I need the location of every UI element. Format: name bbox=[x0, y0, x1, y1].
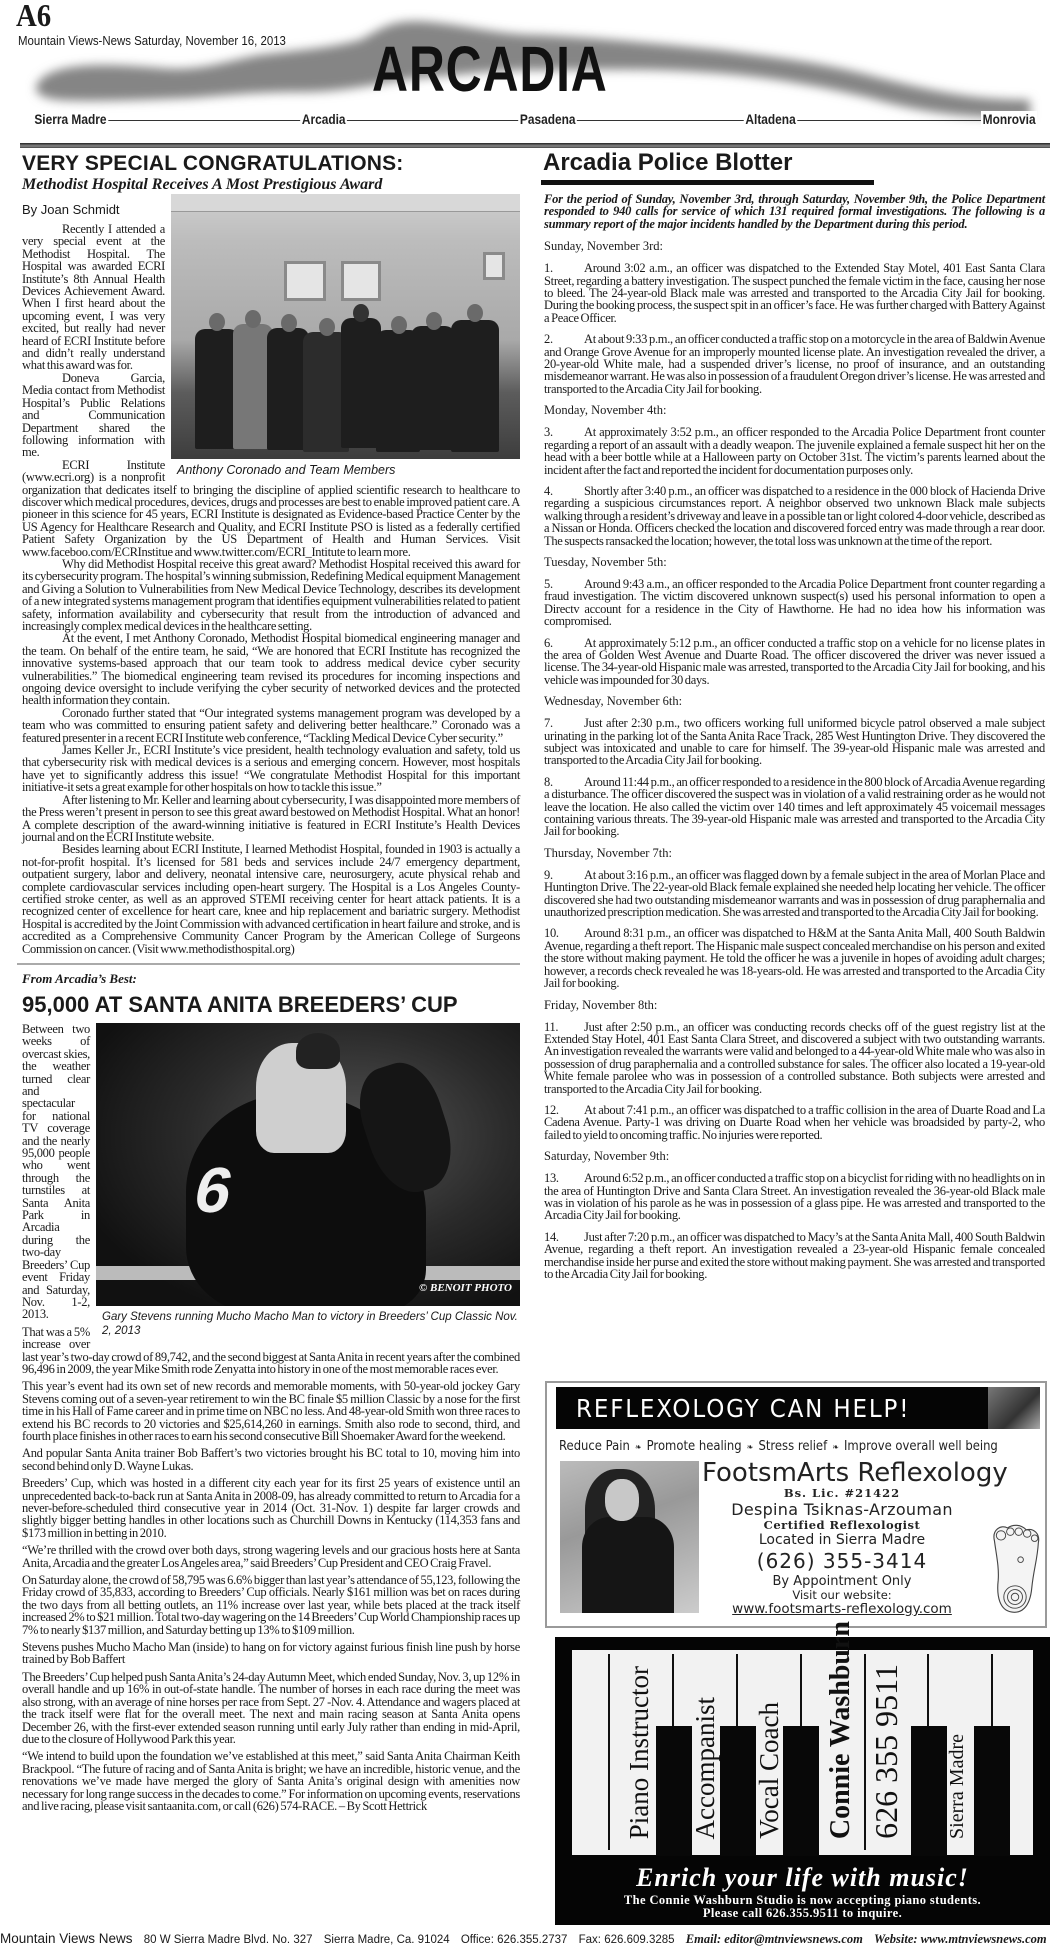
credential: Certified Reflexologist bbox=[763, 1518, 921, 1532]
page-footer bbox=[0, 1931, 1056, 1947]
separator-icon: ❧ bbox=[832, 1443, 839, 1453]
paragraph: That was a 5% increase over last year’s two-day crowd of 89,742, and the second biggest at Santa Anita in recent years after the combined 96,496 in 2009, the year Mike Smith rode Zenyatta into history in one of the most memorable races ever. bbox=[22, 1324, 520, 1376]
section-title: ARCADIA bbox=[372, 33, 608, 105]
dateline: Mountain Views-News Saturday, November 16, 2013 bbox=[18, 33, 286, 48]
section-divider bbox=[17, 963, 520, 965]
business-name: FootsmArts Reflexology bbox=[702, 1458, 1008, 1488]
incident-number: 3. bbox=[544, 425, 553, 440]
appointment-note: By Appointment Only bbox=[772, 1574, 912, 1589]
incident-text: Around 8:31 p.m., an officer was dispatched to H&M at the Santa Anita Mall, 400 South Baldwin Avenue, regarding a theft report. The Hispanic male suspect concealed merchandise on his person and exited the store without making payment. He told the officer he was a juvenile in hopes of avoiding adult charges; however, a records check revealed he was 18-years-old. He was arrested and transported to the Arcadia City Jail for booking. bbox=[544, 926, 1045, 991]
separator-icon: ❧ bbox=[634, 1443, 642, 1453]
incident-text: Around 3:02 a.m., an officer was dispatched to the Extended Stay Motel, 401 East Santa Clara Street, regarding a battery investigation. The suspect punched the female victim in the face, causing her nose to bleed. The 24-year-old Black male was arrested and transported to the Arcadia City Jail for booking. During the booking process, the suspect spit in an officer’s face. He was further charged with Battery Against a Peace Officer. bbox=[544, 261, 1045, 325]
incident-item bbox=[544, 262, 1045, 324]
masthead-rule bbox=[20, 143, 1050, 148]
key-text-name: Connie Washburn bbox=[825, 1620, 856, 1839]
blotter-days bbox=[544, 240, 1045, 1280]
ad-info bbox=[555, 1894, 1050, 1920]
left-column bbox=[22, 152, 520, 1817]
ad-banner-text: REFLEXOLOGY CAN HELP! bbox=[576, 1394, 911, 1423]
paragraph: Coronado further stated that “Our integrated systems management program was developed by a team who was committed to ensuring patient safety and delivering better healthcare.” Coronado was a featured presenter in a recent ECRI Institute web conference, “Tackling Medical Device Cyber security.” bbox=[22, 705, 520, 745]
footer-paper-name: Mountain Views News bbox=[0, 1931, 133, 1946]
paragraph: After listening to Mr. Keller and learning about cybersecurity, I was disappointed more members of the Press weren’t present in person to see this great award bestowed on Methodist Hospital. What an honor! A complete description of the award-winning initiative is featured in ECRI Institute’s Health Devices journal and on the ECRI Institute website. bbox=[22, 792, 520, 844]
blotter-title: Arcadia Police Blotter bbox=[543, 149, 793, 176]
city-altadena: Altadena bbox=[745, 111, 796, 127]
incident-number: 9. bbox=[544, 867, 553, 882]
incident-number: 11. bbox=[544, 1019, 559, 1034]
benefit: Reduce Pain bbox=[559, 1438, 630, 1454]
paragraph: James Keller Jr., ECRI Institute’s vice president, health technology evaluation and safety, told us that cybersecurity risk with medical devices is a serious and emerging concern. However, most hospitals have yet to significantly address this issue! “We congratulate Methodist Hospital for this important initiative-it sets a great example for other hospitals on how to tackle this issue.” bbox=[22, 743, 520, 795]
paragraph: On Saturday alone, the crowd of 58,795 was 6.6% bigger than last year’s attendance of 55,123, following the Friday crowd of 35,833, according to Breeders’ Cup officials. Nearly $161 million was bet on races during the two days from all betting outlets, an 11% increase over last year, while bets placed at the track itself increased 2% to $21 million. Total two-day wagering on the 14 Breeders’ Cup World Championship races up 7% to nearly $137 million, and Saturday betting up 13% to $109 million. bbox=[22, 1573, 520, 1637]
incident-number: 2. bbox=[544, 332, 553, 347]
location: Located in Sierra Madre bbox=[758, 1532, 926, 1548]
paragraph: Besides learning about ECRI Institute, I learned Methodist Hospital, founded in 1903 is actually a not-for-profit hospital. It’s licensed for 581 beds and services include 24/7 emergency department, outpatient surgery, labor and delivery, neonatal intensive care, neurosurgery, acute physical rehab and complete cardiovascular services including open-heart surgery. The Hospital is a Los Angeles County-certified stroke center, as well as an approved STEMI receiving center for heart attack patients. It is a recognized center of excellence for heart care, knee and hip replacement and bariatric surgery. Methodist Hospital is accredited by the Joint Commission with advanced certification in heart failure and stroke, and is accredited as a Comprehensive Community Cancer Program by the American College of Surgeons Commission on cancer. (Visit www.methodisthospital.org) bbox=[22, 842, 520, 956]
paragraph: Doneva Garcia, Media contact from Methodist Hospital’s Public Relations and Communication Department shared the following information with me. bbox=[22, 370, 165, 460]
incident-item bbox=[544, 578, 1045, 628]
ad-banner bbox=[556, 1387, 1040, 1429]
incident-text: At about 7:41 p.m., an officer was dispatched to a traffic collision in the area of Duarte Road and La Cadena Avenue. Party-1 was driving on Duarte Road when her vehicle was broadsided by party-2, who failed to yield to oncoming traffic. No injuries were reported. bbox=[544, 1102, 1045, 1142]
photo-caption: Anthony Coronado and Team Members bbox=[177, 463, 396, 477]
incident-item bbox=[544, 426, 1045, 476]
key-text-vocal-coach: Vocal Coach bbox=[754, 1702, 784, 1839]
incident-text: Just after 7:20 p.m., an officer was dispatched to Macy’s at the Santa Anita Mall, 400 South Baldwin Avenue, regarding a theft report. An investigation revealed a 23-year-old Hispanic female concealed merchandise inside her purse and exited the store without making payment. She was arrested and transported to the Arcadia City Jail for booking. bbox=[544, 1229, 1045, 1281]
day-heading: Sunday, November 3rd: bbox=[544, 239, 663, 254]
incident-text: Just after 2:30 p.m., two officers working full uniformed bicycle patrol observed a male subject urinating in the parking lot of the Santa Anita Race Track, 285 West Huntington Drive. They discovered the subject was intoxicated and unable to care for himself. The 39-year-old Hispanic male was arrested and transported to the Arcadia City Jail for booking. bbox=[544, 716, 1045, 768]
footer-fax: Fax: 626.609.3285 bbox=[578, 1934, 675, 1946]
day-heading: Tuesday, November 5th: bbox=[544, 554, 667, 569]
footer-email[interactable]: Email: editor@mtnviewsnews.com bbox=[685, 1932, 863, 1946]
paragraph: This year’s event had its own set of new records and memorable moments, with 50-year-old jockey Gary Stevens coming out of a seven-year retirement to win the BC finale $5 million Classic by a nose for the first time in his Hall of Fame career and in prime time on NBC no less. And 48-year-old Smith won three races to extend his BC records to 20 victories and $25,614,260 in earnings. Smith also rode to second, third, and fourth place finishes in other races to earn his second consecutive Bill Shoemaker Award for the weekend. bbox=[22, 1379, 520, 1443]
photo-caption: Gary Stevens running Mucho Macho Man to victory in Breeders’ Cup Classic Nov. 2, 2013 bbox=[102, 1310, 518, 1337]
incident-item bbox=[544, 1231, 1045, 1281]
incident-number: 8. bbox=[544, 774, 553, 789]
benefit: Promote healing bbox=[646, 1438, 742, 1454]
key-text-accompanist: Accompanist bbox=[690, 1696, 720, 1839]
day-heading: Thursday, November 7th: bbox=[544, 845, 672, 860]
kicker: From Arcadia’s Best: bbox=[22, 970, 137, 986]
key-text-phone: 626 355 9511 bbox=[868, 1664, 904, 1839]
incident-text: At about 3:16 p.m., an officer was flagged down by a female subject in the area of Morlan Place and Huntington Drive. The 22-year-old Black female explained she needed help locating her vehicle. The officer discovered she had two outstanding misdemeanor warrants and was in possession of drug paraphernalia and unauthorized prescription medication. She was arrested and transported to the Arcadia City Jail for booking. bbox=[544, 867, 1045, 920]
key-text-location: Sierra Madre bbox=[946, 1734, 968, 1839]
incident-number: 12. bbox=[544, 1102, 559, 1117]
benefit: Improve overall well being bbox=[843, 1438, 998, 1454]
photo-credit: © BENOIT PHOTO bbox=[419, 1281, 512, 1294]
day-heading: Wednesday, November 6th: bbox=[544, 694, 683, 709]
benefit: Stress relief bbox=[758, 1438, 828, 1454]
paragraph: Between two weeks of overcast skies, the weather turned clear and spectacular for national TV coverage and the nearly 95,000 people who went through the turnstiles at Santa Anita Park in Arcadia during the two-day Breeders’ Cup event Friday and Saturday, Nov. 1-2, 2013. bbox=[22, 1021, 90, 1322]
headline: 95,000 AT SANTA ANITA BREEDERS’ CUP bbox=[22, 991, 458, 1017]
incident-text: At approximately 5:12 p.m., an officer conducted a traffic stop on a vehicle for no license plates in the area of Golden West Avenue and Duarte Road. The officer discovered the driver was never issued a license. The 34-year-old Hispanic male was arrested, transported to the Arcadia City Jail for booking, and his vehicle was impounded for 30 days. bbox=[544, 635, 1045, 687]
practitioner-name: Despina Tsiknas-Arzouman bbox=[731, 1500, 953, 1519]
article-methodist-hospital bbox=[22, 152, 520, 955]
blotter-intro: For the period of Sunday, November 3rd, through Saturday, November 9th, the Police Department responded to 940 calls for service of which 131 required formal investigations. The following is a summary report of the major incidents handled by the Department during this period. bbox=[544, 192, 1045, 231]
incident-number: 5. bbox=[544, 576, 553, 591]
ad-tagline: Enrich your life with music! bbox=[636, 1863, 969, 1892]
paragraph: And popular Santa Anita trainer Bob Baffert’s two victories brought his BC total to 10, moving him into second behind only D. Wayne Lukas. bbox=[22, 1446, 520, 1473]
incident-item bbox=[544, 637, 1045, 687]
city-arcadia: Arcadia bbox=[301, 111, 346, 127]
separator-icon: ❧ bbox=[746, 1443, 754, 1453]
incident-item bbox=[544, 776, 1045, 838]
incident-text: Just after 2:50 p.m., an officer was conducting records checks off of the guest registry list at the Extended Stay Hotel, 401 East Santa Clara Street, and discovered a subject with two outstanding warrants. An investigation revealed the warrants were valid and belonged to a 44-year-old White male who was also in possession of drug paraphernalia and a controlled substance for sales. The officer also located a 19-year-old White female parolee who was in possession of a controlled substance. Both subjects were arrested and transported to the Arcadia City Jail for booking. bbox=[544, 1019, 1045, 1096]
footer-address: 80 W Sierra Madre Blvd. No. 327 bbox=[143, 1934, 313, 1946]
incident-number: 14. bbox=[544, 1229, 559, 1244]
incident-item bbox=[544, 1104, 1045, 1141]
city-monrovia: Monrovia bbox=[982, 111, 1036, 127]
footer-city: Sierra Madre, Ca. 91024 bbox=[323, 1934, 450, 1946]
masthead bbox=[0, 0, 1056, 142]
website-link[interactable]: www.footsmarts-reflexology.com bbox=[732, 1601, 952, 1617]
incident-item bbox=[544, 333, 1045, 395]
paragraph: Breeders’ Cup, which was hosted in a different city each year for its first 25 years of existence until an unprecedented back-to-back run at Santa Anita in 2008-09, has already committed to return to Arcadia for a never-before-scheduled third consecutive year in 2014 (Oct. 31-Nov. 1) despite far larger crowds and slightly bigger betting handles in other locations such as Churchill Downs in Kentucky (114,353 fans and $173 million in betting in 2010. bbox=[22, 1476, 520, 1540]
foot-icon bbox=[987, 1521, 1043, 1617]
city-pasadena: Pasadena bbox=[519, 111, 576, 127]
ad-info-line: The Connie Washburn Studio is now accepting piano students. bbox=[623, 1893, 982, 1907]
piano-lessons-ad[interactable] bbox=[555, 1620, 1050, 1925]
police-blotter bbox=[544, 150, 1045, 1289]
incident-text: At approximately 3:52 p.m., an officer responded to the Arcadia Police Department front counter regarding a report of an assault with a deadly weapon. The juvenile explained a female suspect hit her on the head with a beer bottle while at a Halloween party on October 31st. The victim’s parents learned about the incident after the fact and reported the incident for documentation purposes only. bbox=[544, 425, 1045, 477]
incident-number: 10. bbox=[544, 926, 559, 941]
paragraph: Stevens pushes Mucho Macho Man (inside) to hang on for victory against furious finish line push by horse trained by Bob Baffert bbox=[22, 1640, 520, 1667]
team-photo bbox=[171, 194, 520, 459]
title-underline bbox=[541, 180, 874, 185]
footer-office-phone: Office: 626.355.2737 bbox=[460, 1934, 568, 1946]
article-breeders-cup bbox=[22, 971, 520, 1812]
paragraph: “We’re thrilled with the crowd over both days, strong wagering levels and our gracious hosts here at Santa Anita, Arcadia and the greater Los Angeles area,” said Breeders’ Cup President and CEO Craig Fravel. bbox=[22, 1543, 520, 1570]
horse-race-photo: 6 © BENOIT PHOTO bbox=[96, 1023, 520, 1306]
incident-number: 4. bbox=[544, 483, 553, 498]
incident-number: 13. bbox=[544, 1171, 559, 1186]
ad-info-line: Please call 626.355.9511 to inquire. bbox=[702, 1906, 903, 1920]
incident-number: 7. bbox=[544, 716, 553, 731]
photo-figure bbox=[171, 194, 520, 477]
footer-website[interactable]: Website: www.mtnviewsnews.com bbox=[874, 1932, 1047, 1946]
day-heading: Monday, November 4th: bbox=[544, 403, 667, 418]
subheadline: Methodist Hospital Receives A Most Prestigious Award bbox=[22, 176, 383, 193]
byline: By Joan Schmidt bbox=[22, 202, 120, 217]
city-sierra-madre: Sierra Madre bbox=[34, 111, 107, 127]
day-heading: Saturday, November 9th: bbox=[544, 1149, 670, 1164]
ad-details bbox=[702, 1458, 1008, 1617]
key-text-piano-instructor: Piano Instructor bbox=[624, 1665, 654, 1839]
incident-item bbox=[544, 927, 1045, 989]
city-line bbox=[26, 111, 1046, 127]
headline: VERY SPECIAL CONGRATULATIONS: bbox=[22, 152, 404, 175]
incident-item bbox=[544, 717, 1045, 767]
paragraph: Why did Methodist Hospital receive this great award? Methodist Hospital received this award for its cybersecurity program. The hospital’s winning submission, Redefining Medical equipment Management and Giving a Solution to Vulnerabilities from New Medical Device Technology, describes its development of a new integrated systems management program that identifies equipment vulnerabilities related to patient safety, information availability and cybersecurity that result from the introduction of advanced and increasingly complex medical devices in the healthcare setting. bbox=[22, 556, 520, 633]
practitioner-photo bbox=[560, 1461, 699, 1613]
paragraph: Recently I attended a very special event at the Methodist Hospital. The Hospital was awarded ECRI Institute’s 8th Annual Health Devices Achievement Award. When I first heard about the upcoming event, I was very excited, but really had never heard of ECRI Institute before and didn’t really understand what this award was for. bbox=[22, 222, 165, 373]
incident-item bbox=[544, 1021, 1045, 1095]
incident-item bbox=[544, 869, 1045, 919]
benefits-list bbox=[559, 1438, 998, 1456]
paragraph: At the event, I met Anthony Coronado, Methodist Hospital biomedical engineering manager and the team. On behalf of the entire team, he said, “We are honored that ECRI Institute has recognized the innovative systems-based approach that our team took to address medical device cyber security vulnerabilities.” The biomedical engineering team revised its procedures for incoming inspections and ongoing device oversight to include verifying the cyber security of networked devices and the protected health information they contain. bbox=[22, 631, 520, 708]
incident-text: Around 6:52 p.m., an officer conducted a traffic stop on a bicyclist for riding with no headlights on in the area of Huntington Drive and Santa Clara Street. An investigation revealed the 36-year-old Black male was in violation of his parole as he was in possession of a glass pipe. He was arrested and transported to the Arcadia City Jail for booking. bbox=[544, 1171, 1045, 1223]
paragraph: The Breeders’ Cup helped push Santa Anita’s 24-day Autumn Meet, which ended Sunday, Nov. 3, up 12% in overall handle and up 16% in out-of-state handle. The number of horses in each race during the meet was also strong, with an average of nine horses per race from Sept. 27 -Nov. 4. Attendance and wagers placed at the track itself were flat for the overall meet. The next and main racing season at Santa Anita opens December 26, with the first-ever extended season running until early July rather than ending in mid-April, due to the closure of Hollywood Park this year. bbox=[22, 1669, 520, 1746]
photo-figure bbox=[96, 1023, 520, 1338]
visit-label: Visit our website: bbox=[792, 1588, 892, 1602]
license: Bs. Lic. #21422 bbox=[783, 1486, 901, 1500]
incident-item bbox=[544, 1172, 1045, 1222]
day-heading: Friday, November 8th: bbox=[544, 997, 658, 1012]
hands-photo bbox=[988, 1387, 1040, 1429]
incident-text: Shortly after 3:40 p.m., an officer was dispatched to a residence in the 000 block of Hacienda Drive regarding a suspicious circumstances report. A neighbor observed two unknown Black male subjects walking through a resident’s driveway and leave in a possible tan or light colored 4-door vehicle, described as a Nissan or Honda. Officers checked the location and discovered forced entry was made through a rear door. The suspects ransacked the location; however, the total loss was unknown at the time of the report. bbox=[544, 483, 1045, 548]
incident-number: 6. bbox=[544, 635, 553, 650]
page-number: A6 bbox=[16, 0, 52, 33]
incident-number: 1. bbox=[544, 261, 553, 276]
incident-text: At about 9:33 p.m., an officer conducted a traffic stop on a motorcycle in the area of Baldwin Avenue and Orange Grove Avenue for an improperly mounted license plate. An investigation revealed the driver, a 20-year-old White male, had a suspended driver’s license, no proof of insurance, and an outstanding misdemeanor warrant. He was also in possession of a fraudulent Oregon driver’s license. He was arrested and transported to the Arcadia City Jail for booking. bbox=[544, 332, 1045, 396]
paragraph: ECRI Institute (www.ecri.org) is a nonprofit organization that dedicates itself to bringing the discipline of applied scientific research to healthcare to discover which medical procedures, devices, drugs and processes are best to enable improved patient care. A pioneer in this science for 45 years, ECRI Institute is designated as Evidence-based Practice Center by the US Agency for Healthcare Research and Quality, and ECRI Institute PSO is listed as a federally certified Patient Safety Organization by the US Department of Health and Human Services. Visit www.faceboo.com/ECRInstitue and www.twitter.com/ECRI_Intitute to learn more. bbox=[22, 457, 520, 559]
reflexology-ad[interactable] bbox=[545, 1381, 1047, 1628]
paragraph: “We intend to build upon the foundation we’ve established at this meet,” said Santa Anita Chairman Keith Brackpool. “The future of racing and of Santa Anita is bright; we have an incredible, historic venue, and the renovations we’ve made have merged the glory of Santa Anita’s original design with amenities now necessary for long range success in the decades to come.” For information on upcoming events, reservations and live racing, please visit santaanita.com, or call (626) 574-RACE. – By Scott Hettrick bbox=[22, 1749, 520, 1813]
phone: (626) 355-3414 bbox=[756, 1549, 928, 1573]
piano-keys-graphic bbox=[572, 1620, 1033, 1855]
incident-text: Around 11:44 p.m., an officer responded to a residence in the 800 block of Arcadia Avenue regarding a disturbance. The officer discovered the suspect was in violation of a valid restraining order as he would not leave the location. He also called the victim over 140 times and left approximately 45 voicemail messages containing various threats. The 39-year-old Hispanic male was arrested and transported to the Arcadia City Jail for booking. bbox=[544, 774, 1045, 839]
incident-item bbox=[544, 485, 1045, 547]
incident-text: Around 9:43 a.m., an officer responded to the Arcadia Police Department front counter regarding a fraud investigation. The victim discovered unknown suspect(s) used his personal information to open a Directv account for a residence in the City of Hawthorne. He had no idea how his information was compromised. bbox=[544, 576, 1045, 629]
